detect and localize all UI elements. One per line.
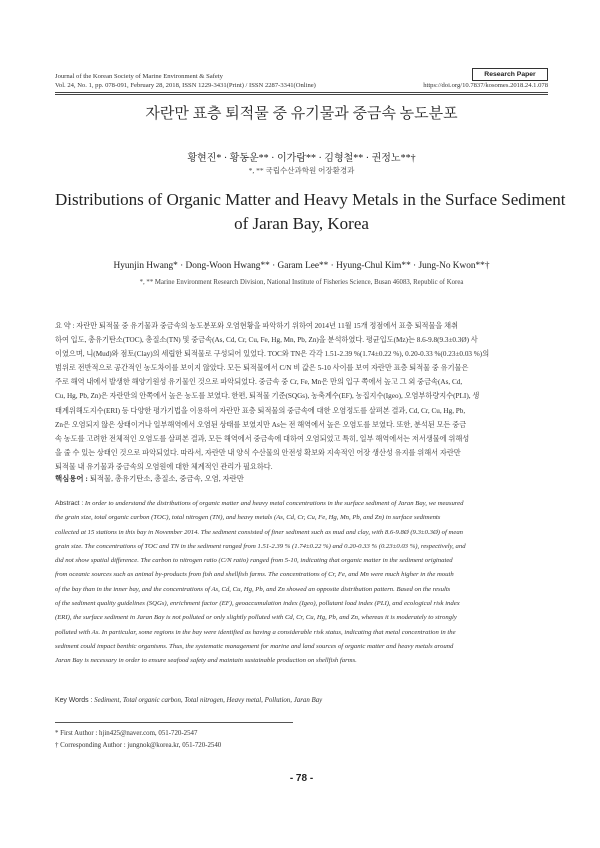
korean-title: 자란만 표층 퇴적물 중 유기물과 중금속 농도분포 [145, 106, 458, 122]
corresponding-author-footnote: † Corresponding Author : jungnok@korea.kr, 051-720-2540 [55, 742, 222, 749]
english-abstract-line: from oceanic sources such as animal by-products from fish and shellfish farms. The concentrations of Cr, Fe, and Mn were much higher in the mouth [55, 571, 454, 579]
doi-link[interactable]: https://doi.org/10.7837/kosomes.2018.24.1.078 [423, 82, 548, 89]
korean-abstract-line: 주로 해역 내에서 발생한 해양기원성 유기물인 것으로 파악되었다. 중금속 중 Cr, Fe, Mn은 만의 입구 쪽에서 높고 그 외 중금속(As, Cd, [55, 378, 463, 387]
korean-abstract [55, 319, 548, 474]
korean-abstract-line: 퇴적물 내 유기물과 중금속의 오염원에 대한 체계적인 관리가 필요하다. [55, 462, 273, 471]
english-affiliation: *, ** Marine Environment Research Division, National Institute of Fisheries Science, Busan 46083, Republic of Korea [139, 279, 464, 286]
korean-keywords [55, 473, 548, 484]
korean-abstract-line: 하여 입도, 총유기탄소(TOC), 총질소(TN) 및 중금속(As, Cd, Cr, Cu, Fe, Hg, Mn, Pb, Zn)을 분석하였다. 평균입도(Mz)는 8.6-9.8(9.3±0.3Ø) 사 [55, 336, 478, 345]
korean-abstract-line: Cu, Hg, Pb, Zn)은 자란만의 안쪽에서 높은 농도를 보였다. 한편, 퇴적물 기준(SQGs), 농축계수(EF), 농집지수(Igeo), 오염부하량지수(PLI), 생 [55, 392, 480, 401]
english-abstract-line: In order to understand the distributions of organic matter and heavy metal concentrations in the surface sediment of Jaran Bay, we measured [84, 500, 464, 507]
english-keywords-values: Sediment, Total organic carbon, Total nitrogen, Heavy metal, Pollution, Jaran Bay [94, 697, 323, 704]
english-title-line-1: Distributions of Organic Matter and Heavy Metals in the Surface Sediment [55, 190, 566, 209]
footnote-rule [55, 722, 293, 723]
korean-abstract-line: Zn은 오염되지 않은 상태이거나 일부해역에서 오염된 상태를 보였지만 As는 전 해역에서 높은 오염도를 보였다. 또한, 분석된 모든 중금 [55, 420, 467, 429]
english-abstract-line: collected at 15 stations in this bay in November 2014. The sediment consisted of finer sediment such as mud and clay, with 8.6-9.8Ø (9.3±0.3Ø) of mean [55, 528, 464, 536]
english-abstract-line: the grain size, total organic carbon (TOC), total nitrogen (TN), and heavy metals (As, Cd, Cr, Cu, Fe, Hg, Mn, Pb, and Zn) in surface sediments [55, 514, 441, 522]
korean-abstract-line: 속 농도를 고려한 전체적인 오염도를 살펴본 결과, 모든 해역에서 중금속에 대하여 오염되었고 특히, 일부 해역에서는 저서생물에 위해성 [55, 434, 470, 443]
english-abstract-line: Jaran Bay is necessary in order to ensure seafood safety and maintain sustainable production on shellfish farms. [55, 657, 357, 665]
korean-abstract-line: 태계위해도지수(ERI) 등 다양한 평가기법을 이용하여 자란만 표층 퇴적물의 중금속에 대한 오염정도를 살펴본 결과, Cd, Cr, Cu, Hg, Pb, [55, 406, 466, 415]
english-abstract-line: polluted with As. In particular, some regions in the bay were identified as having a considerable risk status, indicating that metal concentration in the [55, 628, 456, 636]
korean-abstract-line: 범위로 전반적으로 공간적인 농도차이를 보이지 않았다. 모든 퇴적물에서 C/N 비 값은 5-10 사이를 보여 자란만 표층 퇴적물 중 유기물은 [55, 364, 469, 373]
english-keywords [55, 697, 548, 704]
header-rule-thin [55, 94, 548, 95]
first-author-footnote: * First Author : hjin425@naver.com, 051-720-2547 [55, 730, 198, 737]
english-keywords-label: Key Words : [55, 697, 93, 704]
header-rule [55, 92, 548, 93]
english-abstract-label: Abstract : [55, 500, 84, 507]
volume-line: Vol. 24, No. 1, pp. 078-091, February 28, 2018, ISSN 1229-3431(Print) / ISSN 2287-3341(Online) [55, 82, 316, 89]
journal-name: Journal of the Korean Society of Marine Environment & Safety [55, 73, 223, 80]
korean-keywords-values: 퇴적물, 총유기탄소, 총질소, 중금속, 오염, 자란만 [89, 474, 244, 483]
research-paper-badge: Research Paper [472, 68, 548, 81]
english-abstract-line: (ERI), the surface sediment in Jaran Bay is not polluted or only slightly polluted with Cd, Cr, Cu, Hg, Pb, and Zn, whereas it is moderately to strongly [55, 614, 457, 622]
korean-keywords-label: 핵심용어 : [55, 474, 88, 483]
page-number: - 78 - [289, 773, 314, 784]
korean-affiliation: *, ** 국립수산과학원 어장환경과 [248, 166, 355, 175]
korean-abstract-line: 이였으며, 니(Mud)와 점토(Clay)의 세립한 퇴적물로 구성되어 있었다. TOC와 TN은 각각 1.51-2.39 %(1.74±0.22 %), 0.20-0.33 %(0.23±0.03 %)의 [55, 350, 490, 359]
english-abstract-line: of the sediment quality guidelines (SQGs), enrichment factor (EF), geoaccumulation index (Igeo), pollutant load index (PLI), and ecological risk index [55, 600, 460, 608]
english-abstract-line: did not show spatial difference. The carbon to nitrogen ratio (C/N ratio) ranged from 5-10, indicating that organic matter in the sediment originated [55, 557, 453, 565]
korean-abstract-line: 을 줄 수 있는 상태인 것으로 파악되었다. 따라서, 자란만 내 양식 수산물의 안전성 확보와 지속적인 어장 생산성 유지를 위해서 자란만 [55, 448, 461, 457]
english-abstract-line: of the bay than in the inner bay, and the concentrations of As, Cd, Cu, Hg, Pb, and Zn showed an opposite distribution pattern. Based on the results [55, 585, 451, 593]
english-abstract-line: sediment could impact benthic organisms. Thus, the systematic management for marine and land sources of organic matter and heavy metals around [55, 642, 454, 650]
english-title-line-2: of Jaran Bay, Korea [234, 214, 369, 233]
korean-abstract-line: 요 약 : 자란만 퇴적물 중 유기물과 중금속의 농도분포와 오염현황을 파악하기 위하여 2014년 11월 15개 정점에서 표층 퇴적물을 채취 [55, 322, 459, 330]
english-authors: Hyunjin Hwang* · Dong-Woon Hwang** · Garam Lee** · Hyung-Chul Kim** · Jung-No Kwon**† [113, 261, 490, 271]
korean-authors: 황현진* · 황동운** · 이가람** · 김형철** · 권정노**† [187, 153, 416, 164]
english-abstract [55, 497, 548, 669]
english-title [55, 188, 566, 236]
english-abstract-line: grain size. The concentrations of TOC and TN in the sediment ranged from 1.51-2.39 % (1.74±0.22 %) and 0.20-0.33 % (0.23±0.03 %), respectively, and [55, 542, 466, 550]
